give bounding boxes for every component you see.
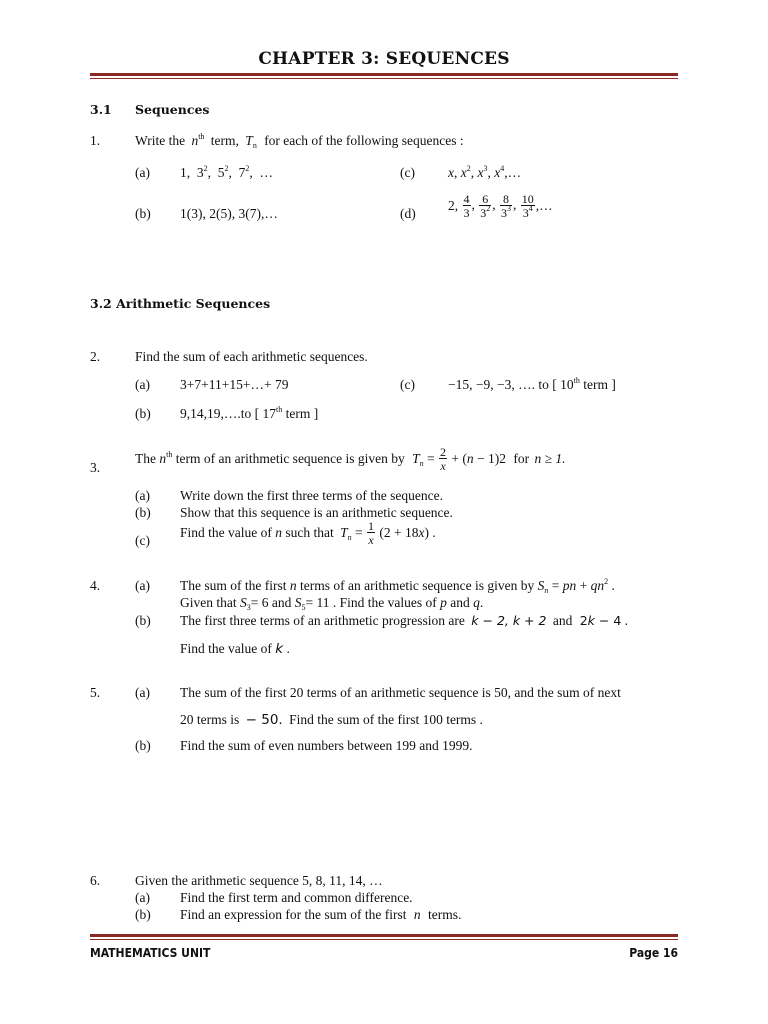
part-label: (b) (135, 738, 151, 753)
part-label: (b) (135, 206, 151, 221)
question-number: 2. (90, 349, 101, 364)
part-text: Show that this sequence is an arithmetic sequence. (180, 505, 453, 520)
section-title: 3.2 Arithmetic Sequences (90, 296, 271, 311)
part-label: (b) (135, 505, 151, 520)
sequence: −15, −9, −3, …. to [ 10th term ] (448, 376, 616, 392)
sequence: 9,14,19,….to [ 17th term ] (180, 405, 319, 421)
question-number: 3. (90, 460, 101, 475)
sequence-b: 1(3), 2(5), 3(7),… (180, 206, 278, 221)
part-text: Find an expression for the sum of the first n terms. (180, 907, 462, 922)
part-label: (b) (135, 613, 151, 628)
question-number: 6. (90, 873, 101, 888)
part-text: The sum of the first 20 terms of an arithmetic sequence is 50, and the sum of next (180, 685, 621, 700)
question-number: 4. (90, 578, 101, 593)
part-text: Write down the first three terms of the sequence. (180, 488, 443, 503)
question-text: Given the arithmetic sequence 5, 8, 11, 14, … (135, 873, 383, 888)
part-label: (b) (135, 907, 151, 922)
part-label: (c) (400, 165, 415, 180)
section-number: 3.1 (90, 102, 112, 117)
part-text: Find the value of n such that $T_n$ = $\frac{1}{x}$ (2 + 18x) . (180, 519, 436, 547)
question-number: 5. (90, 685, 101, 700)
part-label: (a) (135, 685, 150, 700)
question-text: Write the $n^{th}$ term, $T_n$ for each of the following sequences : (135, 132, 464, 150)
part-text: Find the sum of even numbers between 199 and 1999. (180, 738, 473, 753)
sequence-a: 1, $3^2$, $5^2$, $7^2$, … (180, 164, 273, 180)
section-title: Sequences (135, 102, 210, 117)
part-text: The first three terms of an arithmetic progression are k − 2, k + 2 and 2k − 4 . (180, 613, 629, 628)
part-label: (c) (135, 533, 150, 548)
part-label: (a) (135, 578, 150, 593)
sequence-c: x, $x^2$, $x^3$, $x^4,\dots$ (448, 164, 522, 180)
footer-unit: MATHEMATICS UNIT (90, 946, 211, 960)
part-text: The sum of the first n terms of an arithmetic sequence is given by $S_n$ = pn + $qn^2$ . (180, 577, 615, 595)
question-text: Find the sum of each arithmetic sequences. (135, 349, 368, 364)
part-label: (c) (400, 377, 415, 392)
part-label: (b) (135, 406, 151, 421)
part-text: Find the first term and common difference. (180, 890, 413, 905)
part-label: (a) (135, 377, 150, 392)
part-label: (a) (135, 488, 150, 503)
part-text: 20 terms is − 50. Find the sum of the first 100 terms . (180, 712, 483, 728)
question-number: 1. (90, 133, 101, 148)
sequence-d: 2, $\frac{4}{3}$ , $\frac{6}{3^2}$ , $\frac{8}{3^3}$ , $\frac{10}{3^4}$ ,… (448, 192, 553, 220)
part-label: (d) (400, 206, 416, 221)
part-label: (a) (135, 890, 150, 905)
part-text: Find the value of k . (180, 641, 290, 657)
page-title: CHAPTER 3: SEQUENCES (258, 49, 510, 69)
part-text: Given that $S_3= 6$ and $S_5= 11$ . Find the values of p and q. (180, 595, 484, 612)
question-text: The $n^{th}$ term of an arithmetic sequence is given by $T_n$ = $\frac{2}{x}$ + (n − 1)2 for n ≥ 1. (135, 445, 566, 473)
sequence: 3+7+11+15+…+ 79 (180, 377, 289, 392)
part-label: (a) (135, 165, 150, 180)
page-number: Page 16 (629, 946, 678, 960)
footer-rule (90, 934, 678, 940)
header-rule (90, 73, 678, 79)
